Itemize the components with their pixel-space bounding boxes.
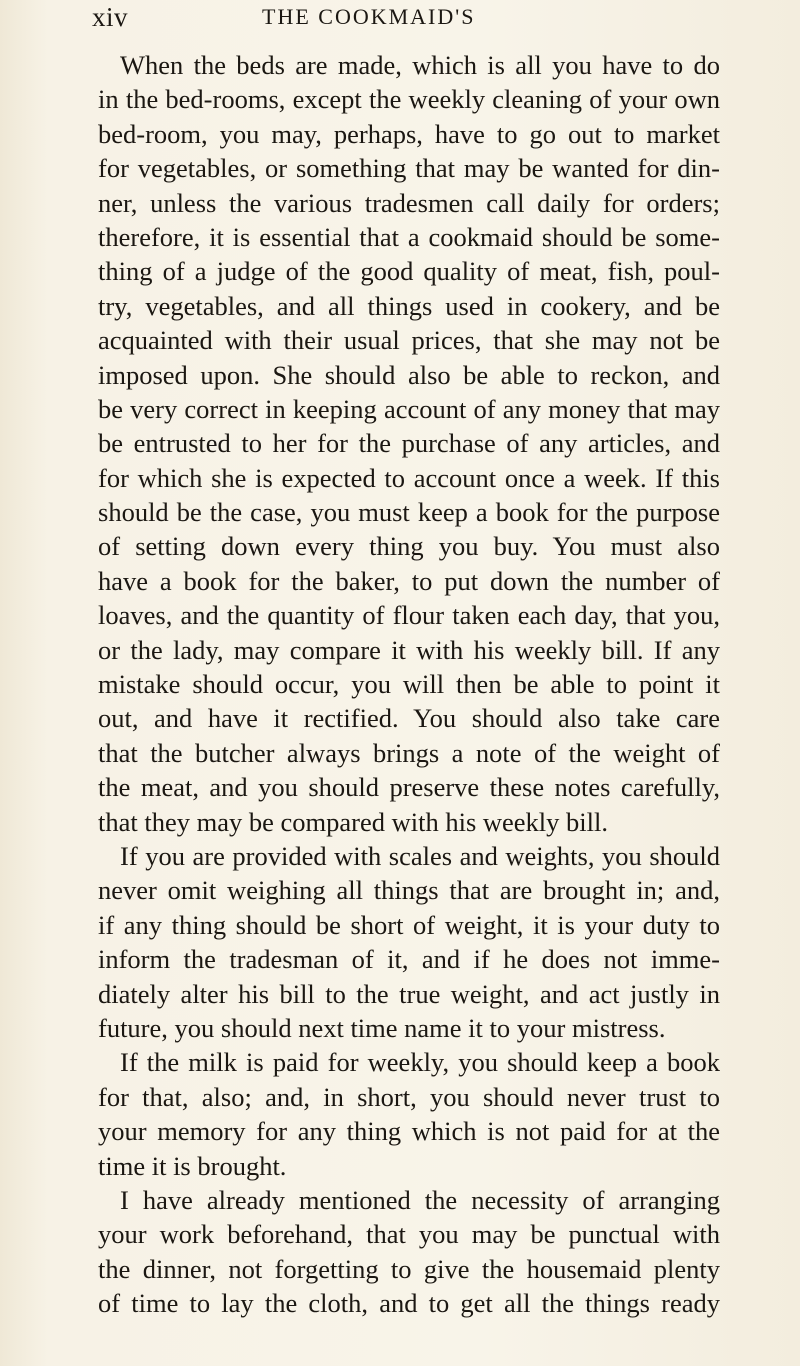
text-line: that they may be compared with his weekly bill. [98, 806, 608, 837]
text-line: your memory for any thing which is not paid for at the [98, 1116, 720, 1147]
text-line: that the butcher always brings a note of the weight of [98, 737, 720, 768]
text-line: time it is brought. [98, 1150, 287, 1181]
text-line: mistake should occur, you will then be able to point it [98, 669, 720, 700]
text-line: have a book for the baker, to put down the number of [98, 565, 720, 596]
text-line: ner, unless the various tradesmen call daily for orders; [98, 187, 720, 218]
text-line: if any thing should be short of weight, it is your duty to [98, 909, 720, 940]
text-line: for that, also; and, in short, you should never trust to [98, 1081, 720, 1112]
text-line: future, you should next time name it to your mistress. [98, 1012, 666, 1043]
text-line: thing of a judge of the good quality of meat, fish, poul- [98, 256, 720, 287]
text-line: When the beds are made, which is all you have to do [120, 50, 720, 80]
text-line: of setting down every thing you buy. You must also [98, 531, 720, 562]
body-text [98, 48, 720, 1320]
text-line: If you are provided with scales and weights, you should [120, 840, 720, 871]
text-line: imposed upon. She should also be able to reckon, and [98, 359, 720, 390]
text-line: in the bed-rooms, except the weekly cleaning of your own [98, 84, 720, 115]
text-line: therefore, it is essential that a cookmaid should be some- [98, 221, 720, 252]
text-line: should be the case, you must keep a book for the purpose [98, 497, 720, 528]
text-line: out, and have it rectified. You should also take care [98, 703, 720, 734]
page-number: xiv [92, 2, 129, 32]
text-line: the dinner, not forgetting to give the housemaid plenty [98, 1253, 720, 1284]
text-line: of time to lay the cloth, and to get all the things ready [98, 1288, 720, 1319]
text-line: or the lady, may compare it with his weekly bill. If any [98, 634, 720, 665]
text-line: If the milk is paid for weekly, you should keep a book [120, 1047, 720, 1078]
text-line: I have already mentioned the necessity of arranging [120, 1184, 720, 1215]
text-line: diately alter his bill to the true weight, and act justly in [98, 978, 720, 1009]
text-line: never omit weighing all things that are brought in; and, [98, 875, 720, 906]
text-line: be very correct in keeping account of any money that may [98, 393, 720, 424]
text-line: loaves, and the quantity of flour taken each day, that you, [98, 600, 720, 631]
text-line: inform the tradesman of it, and if he does not imme- [98, 944, 720, 975]
text-line: try, vegetables, and all things used in cookery, and be [98, 290, 720, 321]
text-line: for which she is expected to account once a week. If this [98, 462, 720, 493]
text-line: be entrusted to her for the purchase of any articles, and [98, 428, 720, 459]
page-header [92, 2, 732, 38]
text-line: acquainted with their usual prices, that she may not be [98, 325, 720, 356]
text-line: your work beforehand, that you may be punctual with [98, 1219, 720, 1250]
text-line: the meat, and you should preserve these notes carefully, [98, 772, 720, 803]
running-head: THE COOKMAID'S [262, 4, 476, 29]
text-line: for vegetables, or something that may be wanted for din- [98, 153, 720, 184]
text-line: bed-room, you may, perhaps, have to go out to market [98, 118, 720, 149]
